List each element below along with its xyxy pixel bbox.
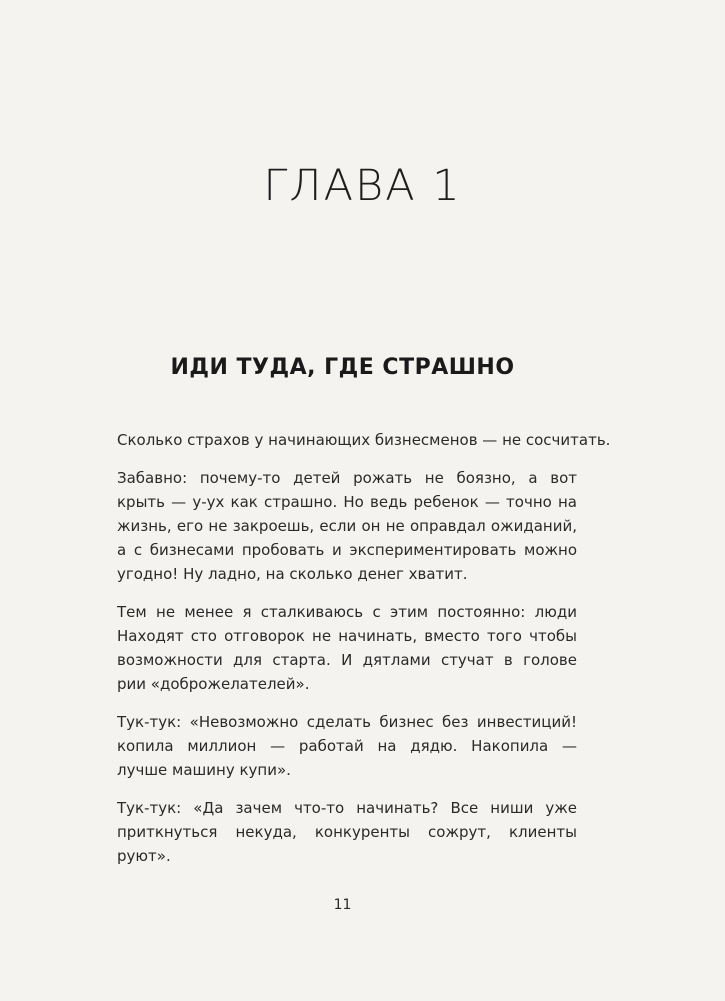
text-line: приткнуться некуда, конкуренты сожрут, клиенты [117, 823, 577, 841]
text-line: Находят сто отговорок не начинать, вместо того чтобы [117, 627, 577, 645]
chapter-title: ИДИ ТУДА, ГДЕ СТРАШНО [170, 355, 515, 380]
paragraph [117, 710, 577, 782]
text-line: руют». [117, 847, 171, 865]
paragraph [117, 466, 577, 586]
page-number: 11 [333, 897, 352, 913]
text-line: Тем не менее я сталкиваюсь с этим постоянно: люди [117, 603, 577, 621]
text-line: лучше машину купи». [117, 761, 291, 779]
text-line: а с бизнесами пробовать и экспериментировать можно [117, 541, 577, 559]
text-line: угодно! Ну ладно, на сколько денег хватит. [117, 565, 468, 583]
text-line: Забавно: почему-то детей рожать не боязно, а вот [117, 469, 577, 487]
paragraph [117, 796, 577, 868]
paragraph [117, 428, 611, 452]
text-line: копила миллион — работай на дядю. Накопила — [117, 737, 577, 755]
text-line: возможности для старта. И дятлами стучат в голове [117, 651, 577, 669]
text-line: крыть — у-ух как страшно. Но ведь ребенок — точно на [117, 493, 577, 511]
chapter-heading: ГЛАВА 1 [263, 161, 462, 211]
text-line: Сколько страхов у начинающих бизнесменов — не сосчитать. [117, 431, 611, 449]
body-text [117, 428, 611, 882]
text-line: жизнь, его не закроешь, если он не оправдал ожиданий, [117, 517, 577, 535]
text-line: Тук-тук: «Да зачем что-то начинать? Все ниши уже [117, 799, 577, 817]
paragraph [117, 600, 577, 696]
text-line: Тук-тук: «Невозможно сделать бизнес без инвестиций! [117, 713, 577, 731]
text-line: рии «доброжелателей». [117, 675, 310, 693]
